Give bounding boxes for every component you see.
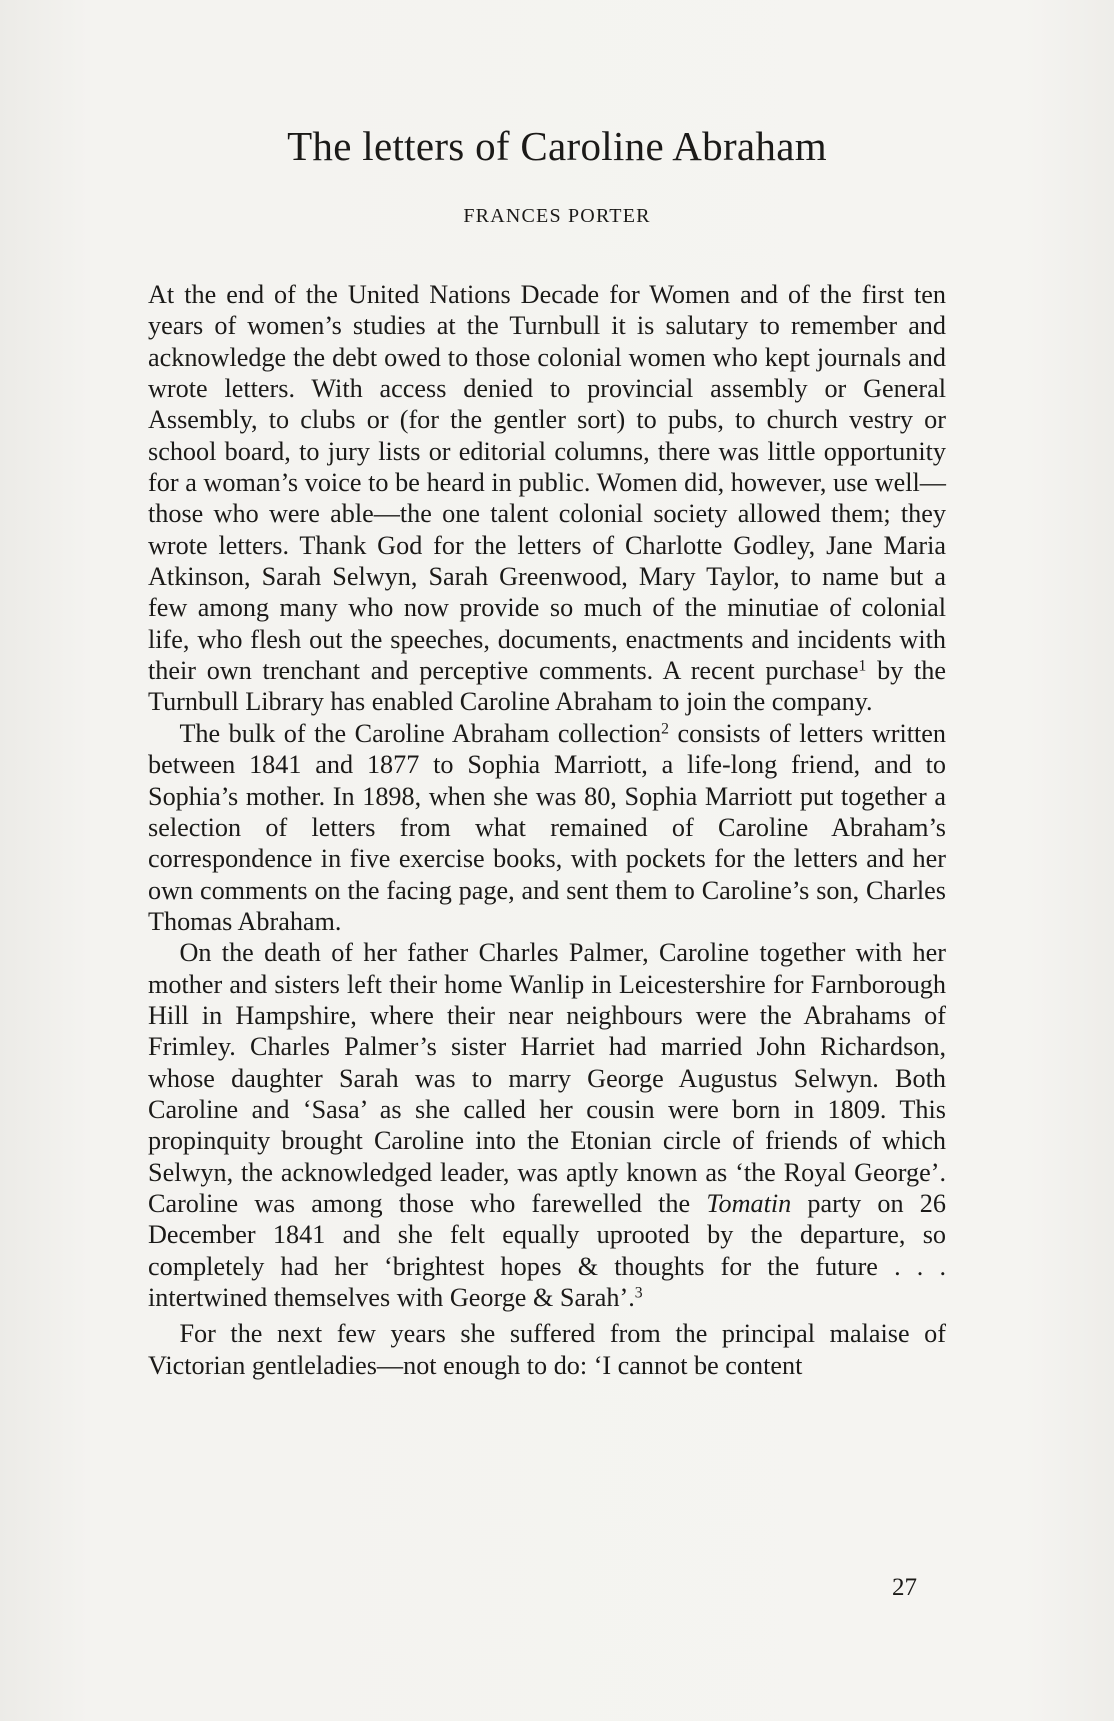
paragraph-4: For the next few years she suffered from the principal malaise of Victorian gentleladies—not enough to do: ‘I cannot be content [148,1319,946,1380]
footnote-ref-2: 2 [661,720,669,738]
paragraph-2: The bulk of the Caroline Abraham collection$^2$ consists of letters written between 1841 and 1877 to Sophia Marriott, a life-long friend, and to Sophia’s mother. In 1898, when she was 80, Sophia Marriott put together a selection of letters from what remained of Caroline Abraham’s correspondence in five exercise books, with pockets for the letters and her own comments on the facing page, and sent them to Caroline’s son, Charles Thomas Abraham. [148,718,946,936]
ship-name: Tomatin [706,1188,792,1218]
article-title: The letters of Caroline Abraham [287,123,827,169]
article-body [148,279,946,1381]
footnote-ref-1: 1 [858,657,867,675]
article-author: FRANCES PORTER [463,205,651,227]
footnote-ref-3: 3 [634,1284,643,1302]
paragraph-3: On the death of her father Charles Palmer, Caroline together with her mother and sisters left their home Wanlip in Leicestershire for Farnborough Hill in Hampshire, where their near neighbours were the Abrahams of Frimley. Charles Palmer’s sister Harriet had married John Richardson, whose daughter Sarah was to marry George Augustus Selwyn. Both Caroline and ‘Sasa’ as she called her cousin were born in 1809. This propinquity brought Caroline into the Etonian circle of friends of which Selwyn, the acknowledged leader, was aptly known as ‘the Royal George’. Caroline was among those who farewelled the Tomatin party on 26 December 1841 and she felt equally uprooted by the departure, so completely had her ‘brightest hopes & thoughts for the future . . . intertwined themselves with George & Sarah’.$^3$ [148,938,946,1312]
paragraph-1: At the end of the United Nations Decade for Women and of the first ten years of women’s studies at the Turnbull it is salutary to remember and acknowledge the debt owed to those colonial women who kept journals and wrote letters. With access denied to provincial assembly or General Assembly, to clubs or (for the gentler sort) to pubs, to church vestry or school board, to jury lists or editorial columns, there was little opportunity for a woman’s voice to be heard in public. Women did, however, use well—those who were able—the one talent colonial society allowed them; they wrote letters. Thank God for the letters of Charlotte Godley, Jane Maria Atkinson, Sarah Selwyn, Sarah Greenwood, Mary Taylor, to name but a few among many who now provide so much of the minutiae of colonial life, who flesh out the speeches, documents, enactments and incidents with their own trenchant and perceptive comments. A recent purchase$^1$ by the Turnbull Library has enabled Caroline Abraham to join the company. [148,280,946,717]
page-number: 27 [892,1574,917,1601]
